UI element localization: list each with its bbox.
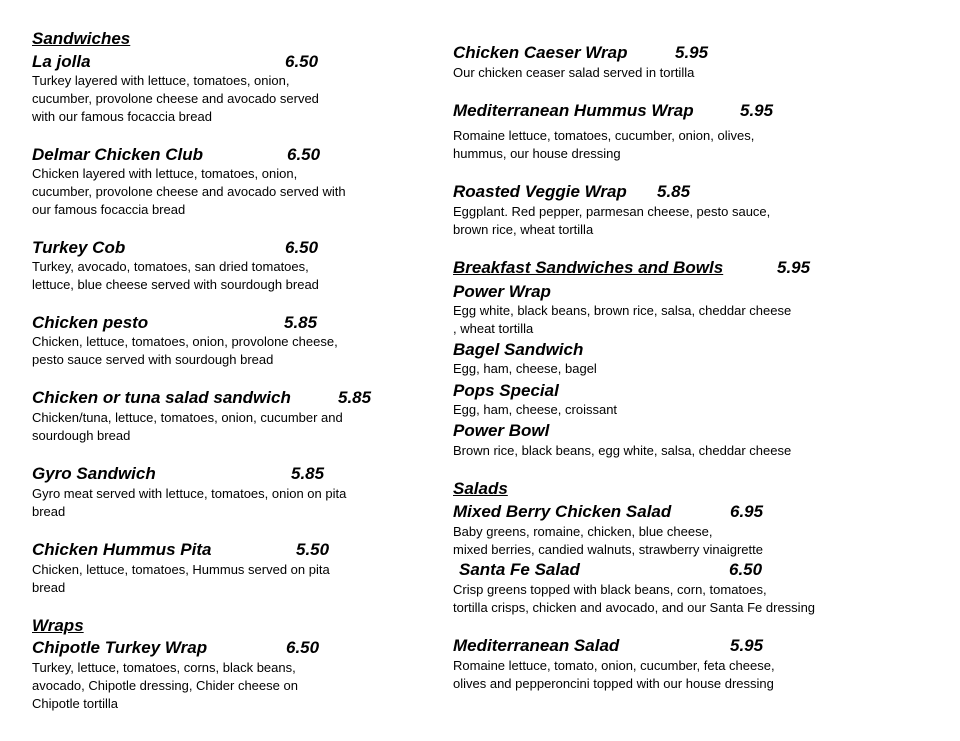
item-desc-line: Our chicken ceaser salad served in tortilla — [453, 65, 695, 80]
section-title-sandwiches: Sandwiches — [32, 29, 131, 48]
item-desc-line: Egg, ham, cheese, croissant — [453, 402, 618, 417]
item-name: Roasted Veggie Wrap — [453, 182, 627, 201]
item-desc-line: Crisp greens topped with black beans, corn, tomatoes, — [453, 582, 767, 597]
item-desc-line: Turkey layered with lettuce, tomatoes, onion, — [32, 73, 290, 88]
item-desc-line: pesto sauce served with sourdough bread — [32, 352, 274, 367]
item-price: 5.95 — [675, 43, 709, 62]
item-name: Delmar Chicken Club — [32, 145, 203, 164]
item-price: 6.50 — [729, 560, 763, 579]
item-desc-line: Chicken layered with lettuce, tomatoes, onion, — [32, 166, 298, 181]
item-name: Mixed Berry Chicken Salad — [453, 502, 672, 521]
item-name: Mediterranean Salad — [453, 636, 620, 655]
item-price: 5.85 — [338, 388, 372, 407]
item-name: Power Wrap — [453, 282, 551, 301]
item-desc-line: brown rice, wheat tortilla — [453, 222, 594, 237]
item-price: 6.50 — [285, 238, 319, 257]
item-desc-line: Romaine lettuce, tomato, onion, cucumber, feta cheese, — [453, 658, 775, 673]
item-price: 6.50 — [285, 52, 319, 71]
item-desc-line: Chipotle tortilla — [32, 696, 118, 711]
item-desc-line: with our famous focaccia bread — [32, 109, 212, 124]
item-desc-line: Gyro meat served with lettuce, tomatoes, onion on pita — [32, 486, 347, 501]
item-desc-line: our famous focaccia bread — [32, 202, 186, 217]
item-name: Bagel Sandwich — [453, 340, 584, 359]
item-desc-line: Chicken, lettuce, tomatoes, Hummus served on pita — [32, 562, 330, 577]
item-desc-line: Chicken, lettuce, tomatoes, onion, provolone cheese, — [32, 334, 338, 349]
item-name: Turkey Cob — [32, 238, 126, 257]
item-desc-line: sourdough bread — [32, 428, 131, 443]
section-title-salads: Salads — [453, 479, 508, 498]
item-desc-line: tortilla crisps, chicken and avocado, and our Santa Fe dressing — [453, 600, 816, 615]
item-desc-line: Egg, ham, cheese, bagel — [453, 361, 597, 376]
item-name: Chicken or tuna salad sandwich — [32, 388, 291, 407]
section-title-wraps: Wraps — [32, 616, 84, 635]
section-price-breakfast: 5.95 — [777, 258, 811, 277]
item-desc-line: cucumber, provolone cheese and avocado served — [32, 91, 319, 106]
item-desc-line: olives and pepperoncini topped with our house dressing — [453, 676, 774, 691]
item-desc-line: Turkey, avocado, tomatoes, san dried tomatoes, — [32, 259, 309, 274]
item-price: 5.95 — [740, 101, 774, 120]
item-name: Santa Fe Salad — [459, 560, 580, 579]
item-name: Gyro Sandwich — [32, 464, 156, 483]
item-name: Mediterranean Hummus Wrap — [453, 101, 694, 120]
item-price: 6.50 — [287, 145, 321, 164]
item-name: Chicken Hummus Pita — [32, 540, 212, 559]
item-desc-line: hummus, our house dressing — [453, 146, 621, 161]
item-name: Chicken Caeser Wrap — [453, 43, 628, 62]
item-name: Chipotle Turkey Wrap — [32, 638, 208, 657]
item-desc-line: avocado, Chipotle dressing, Chider cheese on — [32, 678, 298, 693]
item-desc-line: bread — [32, 580, 66, 595]
item-desc-line: Chicken/tuna, lettuce, tomatoes, onion, cucumber and — [32, 410, 343, 425]
item-desc-line: , wheat tortilla — [453, 321, 534, 336]
item-desc-line: bread — [32, 504, 66, 519]
item-price: 5.85 — [291, 464, 325, 483]
item-desc-line: cucumber, provolone cheese and avocado served with — [32, 184, 346, 199]
item-price: 5.85 — [284, 313, 318, 332]
item-name: Pops Special — [453, 381, 559, 400]
item-price: 6.95 — [730, 502, 764, 521]
item-desc-line: Eggplant. Red pepper, parmesan cheese, pesto sauce, — [453, 204, 771, 219]
item-desc-line: mixed berries, candied walnuts, strawberry vinaigrette — [453, 542, 763, 557]
item-name: Power Bowl — [453, 421, 550, 440]
item-desc-line: Egg white, black beans, brown rice, salsa, cheddar cheese — [453, 303, 792, 318]
item-desc-line: lettuce, blue cheese served with sourdough bread — [32, 277, 319, 292]
item-desc-line: Turkey, lettuce, tomatoes, corns, black beans, — [32, 660, 296, 675]
item-name: Chicken pesto — [32, 313, 149, 332]
item-price: 5.95 — [730, 636, 764, 655]
item-price: 5.50 — [296, 540, 330, 559]
item-price: 5.85 — [657, 182, 691, 201]
section-title-breakfast: Breakfast Sandwiches and Bowls — [453, 258, 724, 277]
item-desc-line: Brown rice, black beans, egg white, salsa, cheddar cheese — [453, 443, 792, 458]
item-name: La jolla — [32, 52, 91, 71]
item-desc-line: Romaine lettuce, tomatoes, cucumber, onion, olives, — [453, 128, 755, 143]
item-desc-line: Baby greens, romaine, chicken, blue cheese, — [453, 524, 713, 539]
item-price: 6.50 — [286, 638, 320, 657]
